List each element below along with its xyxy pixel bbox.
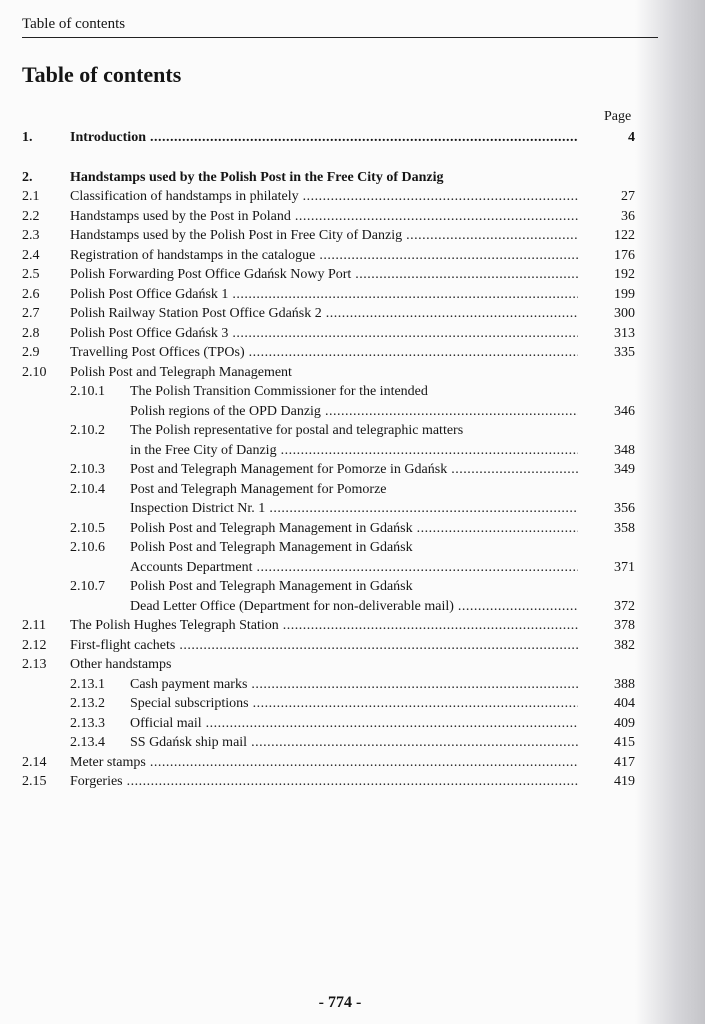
toc-entry-title: Registration of handstamps in the catalogue ..... xyxy=(70,247,578,265)
toc-entry-page: 409 xyxy=(614,716,635,731)
toc-entry-number: 2.13.1 xyxy=(70,677,105,692)
toc-entry-title: Handstamps used by the Polish Post in Free City of Danzig ..... xyxy=(70,227,578,245)
toc-entry xyxy=(0,247,705,265)
toc-entry xyxy=(0,500,705,518)
toc-entry-title: Accounts Department ..... xyxy=(130,559,578,577)
toc-entry-page: 346 xyxy=(614,404,635,419)
toc-entry xyxy=(0,695,705,713)
toc-entry xyxy=(0,266,705,284)
toc-entry-number: 2.15 xyxy=(22,774,47,789)
toc-entry-title: Official mail ..... xyxy=(130,715,578,733)
toc-entry-number: 2.10.7 xyxy=(70,579,105,594)
toc-entry-number: 2.10.1 xyxy=(70,384,105,399)
toc-entry-title: Polish Post and Telegraph Management in Gdańsk ..... xyxy=(130,520,578,538)
toc-entry-number: 2.5 xyxy=(22,267,40,282)
running-head: Table of contents xyxy=(22,16,126,32)
toc-entry xyxy=(0,422,705,440)
toc-entry-number: 2.10 xyxy=(22,365,47,380)
toc-entry-title: SS Gdańsk ship mail ..... xyxy=(130,734,578,752)
toc-entry xyxy=(0,403,705,421)
toc-entry xyxy=(0,344,705,362)
toc-entry-page: 348 xyxy=(614,443,635,458)
toc-entry-page: 417 xyxy=(614,755,635,770)
toc-entry-title: Polish Post Office Gdańsk 1 ..... xyxy=(70,286,578,304)
toc-entry xyxy=(0,442,705,460)
toc-entry-title: Polish Post Office Gdańsk 3 ..... xyxy=(70,325,578,343)
toc-entry-number: 2.10.3 xyxy=(70,462,105,477)
toc-entry-number: 2.9 xyxy=(22,345,40,360)
toc-entry-page: 372 xyxy=(614,599,635,614)
toc-entry-page: 415 xyxy=(614,735,635,750)
toc-entry-title: First-flight cachets ..... xyxy=(70,637,578,655)
toc-entry xyxy=(0,305,705,323)
toc-entry-number: 2.11 xyxy=(22,618,46,633)
toc-entry xyxy=(0,773,705,791)
toc-entry-page: 358 xyxy=(614,521,635,536)
toc-entry-page: 382 xyxy=(614,638,635,653)
toc-entry-page: 176 xyxy=(614,248,635,263)
toc-entry-page: 300 xyxy=(614,306,635,321)
toc-entry xyxy=(0,637,705,655)
toc-entry-page: 388 xyxy=(614,677,635,692)
toc-entry xyxy=(0,617,705,635)
toc-entry xyxy=(0,598,705,616)
toc-entry-number: 2.2 xyxy=(22,209,40,224)
toc-entry-number: 2.10.6 xyxy=(70,540,105,555)
toc-entry xyxy=(0,715,705,733)
toc-entry-number: 1. xyxy=(22,130,33,145)
toc-entry-title: Classification of handstamps in philately ..... xyxy=(70,188,578,206)
toc-entry xyxy=(0,754,705,772)
toc-entry-number: 2.13 xyxy=(22,657,47,672)
toc-entry-page: 199 xyxy=(614,287,635,302)
toc-entry xyxy=(0,734,705,752)
toc-entry-number: 2.10.4 xyxy=(70,482,105,497)
toc-entry-title: in the Free City of Danzig ..... xyxy=(130,442,578,460)
toc-entry-page: 419 xyxy=(614,774,635,789)
page-title: Table of contents xyxy=(22,62,182,87)
toc-entry-title: Handstamps used by the Post in Poland ..... xyxy=(70,208,578,226)
toc-entry xyxy=(0,227,705,245)
toc-entry-number: 2.13.2 xyxy=(70,696,105,711)
toc-entry-title: Polish Post and Telegraph Management in Gdańsk xyxy=(130,579,413,594)
toc-entry xyxy=(0,578,705,596)
toc-entry-page: 122 xyxy=(614,228,635,243)
toc-entry xyxy=(0,656,705,674)
toc-entry xyxy=(0,676,705,694)
toc-entry-title: Special subscriptions ..... xyxy=(130,695,578,713)
toc-entry-page: 36 xyxy=(621,209,635,224)
toc-entry-page: 192 xyxy=(614,267,635,282)
toc-entry-page: 404 xyxy=(614,696,635,711)
toc-entry-title: Polish Post and Telegraph Management in Gdańsk xyxy=(130,540,413,555)
toc-entry-number: 2.13.4 xyxy=(70,735,105,750)
toc-entry-page: 335 xyxy=(614,345,635,360)
toc-entry-page: 349 xyxy=(614,462,635,477)
toc-entry-title: Inspection District Nr. 1 ..... xyxy=(130,500,578,518)
page-column-label: Page xyxy=(604,109,632,124)
toc-entry xyxy=(0,208,705,226)
toc-entry-title: Handstamps used by the Polish Post in the Free City of Danzig xyxy=(70,170,444,185)
toc-entry xyxy=(0,364,705,382)
toc-entry-title: The Polish Transition Commissioner for the intended xyxy=(130,384,428,399)
toc-entry-title: The Polish representative for postal and telegraphic matters xyxy=(130,423,464,438)
toc-entry-title: Introduction ..... xyxy=(70,129,578,147)
page-number: - 774 - xyxy=(318,994,362,1011)
toc-entry xyxy=(0,129,705,147)
toc-entry xyxy=(0,520,705,538)
toc-entry-page: 313 xyxy=(614,326,635,341)
toc-entry-number: 2.1 xyxy=(22,189,40,204)
toc-entry xyxy=(0,286,705,304)
toc-entry-number: 2.3 xyxy=(22,228,40,243)
toc-entry-title: Meter stamps ..... xyxy=(70,754,578,772)
toc-entry-number: 2. xyxy=(22,170,33,185)
toc-entry-number: 2.8 xyxy=(22,326,40,341)
toc-entry-number: 2.14 xyxy=(22,755,47,770)
toc-entry xyxy=(0,383,705,401)
toc-entry-title: Polish Forwarding Post Office Gdańsk Nowy Port ..... xyxy=(70,266,578,284)
toc-entry-number: 2.12 xyxy=(22,638,47,653)
toc-entry xyxy=(0,188,705,206)
toc-entry-title: Dead Letter Office (Department for non-deliverable mail) ..... xyxy=(130,598,578,616)
toc-entry-title: Polish regions of the OPD Danzig ..... xyxy=(130,403,578,421)
toc-entry-page: 4 xyxy=(628,130,635,145)
toc-entry-number: 2.10.2 xyxy=(70,423,105,438)
toc-entry-number: 2.7 xyxy=(22,306,40,321)
toc-entry xyxy=(0,325,705,343)
toc-entry-title: Post and Telegraph Management for Pomorze xyxy=(130,482,387,497)
toc-entry xyxy=(0,481,705,499)
toc-entry-title: Cash payment marks ..... xyxy=(130,676,578,694)
toc-entry-title: Polish Post and Telegraph Management xyxy=(70,365,292,380)
toc-entry-number: 2.4 xyxy=(22,248,40,263)
toc-entry-title: Polish Railway Station Post Office Gdańsk 2 ..... xyxy=(70,305,578,323)
toc-entry-title: The Polish Hughes Telegraph Station ..... xyxy=(70,617,578,635)
toc-entry-title: Forgeries ..... xyxy=(70,773,578,791)
toc-entry-number: 2.10.5 xyxy=(70,521,105,536)
toc-entry xyxy=(0,461,705,479)
toc-entry xyxy=(0,559,705,577)
toc-entry-page: 378 xyxy=(614,618,635,633)
toc-entry-page: 27 xyxy=(621,189,635,204)
toc-entry-number: 2.6 xyxy=(22,287,40,302)
toc-entry-title: Other handstamps xyxy=(70,657,172,672)
toc-entry-page: 356 xyxy=(614,501,635,516)
toc-entry xyxy=(0,169,705,187)
toc-entry-title: Travelling Post Offices (TPOs) ..... xyxy=(70,344,578,362)
toc-entry-title: Post and Telegraph Management for Pomorze in Gdańsk ..... xyxy=(130,461,578,479)
toc-entry-page: 371 xyxy=(614,560,635,575)
toc-entry-number: 2.13.3 xyxy=(70,716,105,731)
toc-entry xyxy=(0,539,705,557)
